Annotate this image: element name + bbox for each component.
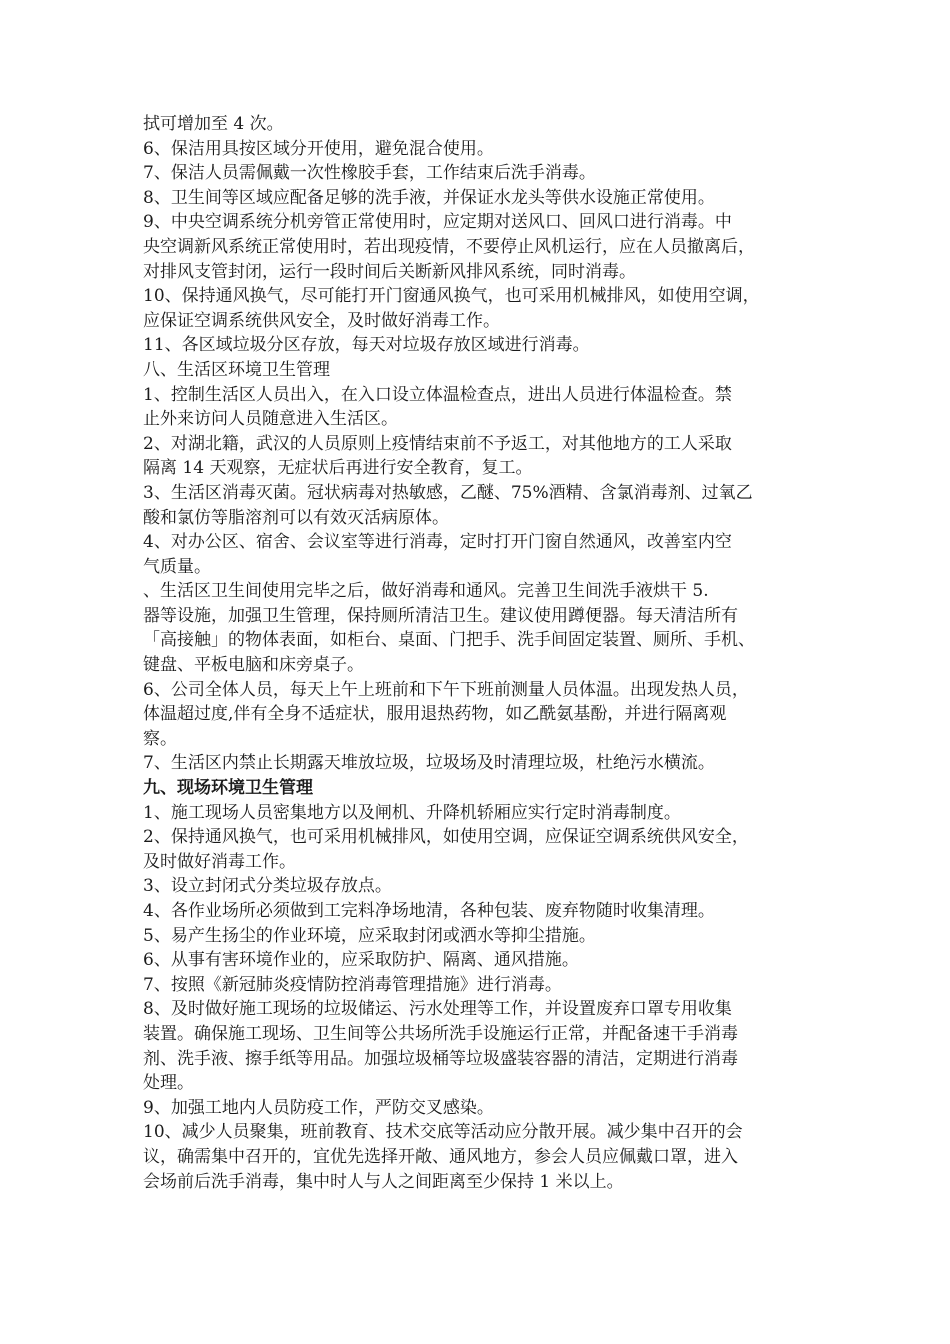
text-line: 10、保持通风换气，尽可能打开门窗通风换气，也可采用机械排风，如使用空调， [143, 286, 760, 307]
text-line: 拭可增加至 4 次。 [143, 114, 284, 134]
text-line: 8、及时做好施工现场的垃圾储运、污水处理等工作，并设置废弃口罩专用收集 [143, 999, 732, 1020]
text-line: 对排风支管封闭，运行一段时间后关断新风排风系统，同时消毒。 [143, 261, 636, 282]
text-line: 止外来访问人员随意进入生活区。 [143, 409, 398, 430]
text-line: 及时做好消毒工作。 [143, 851, 296, 872]
text-line: 3、生活区消毒灭菌。冠状病毒对热敏感，乙醚、75%酒精、含氯消毒剂、过氧乙 [143, 482, 753, 503]
text-line: 6、保洁用具按区域分开使用，避免混合使用。 [143, 138, 494, 159]
text-line: 气质量。 [143, 556, 211, 577]
document-body [143, 112, 811, 1194]
text-line: 11、各区域垃圾分区存放，每天对垃圾存放区域进行消毒。 [143, 335, 590, 356]
text-line: 10、减少人员聚集，班前教育、技术交底等活动应分散开展。减少集中召开的会 [143, 1122, 743, 1143]
text-line: 会场前后洗手消毒，集中时人与人之间距离至少保持 1 米以上。 [143, 1171, 624, 1192]
text-line: 6、从事有害环境作业的，应采取防护、隔离、通风措施。 [143, 950, 579, 971]
text-line: 2、对湖北籍，武汉的人员原则上疫情结束前不予返工，对其他地方的工人采取 [143, 433, 732, 454]
text-line: 隔离 14 天观察，无症状后再进行安全教育，复工。 [143, 458, 533, 479]
text-line: 5、易产生扬尘的作业环境，应采取封闭或洒水等抑尘措施。 [143, 925, 596, 946]
text-line: 3、设立封闭式分类垃圾存放点。 [143, 876, 392, 897]
text-line: 议，确需集中召开的，宜优先选择开敞、通风地方，参会人员应佩戴口罩，进入 [143, 1146, 738, 1167]
text-line: 酸和氯仿等脂溶剂可以有效灭活病原体。 [143, 507, 449, 528]
text-line: 、生活区卫生间使用完毕之后，做好消毒和通风。完善卫生间洗手液烘干 5. [143, 581, 709, 602]
text-line: 央空调新风系统正常使用时，若出现疫情，不要停止风机运行，应在人员撤离后， [143, 236, 755, 257]
text-line: 察。 [143, 728, 177, 749]
text-line: 处理。 [143, 1073, 194, 1094]
text-line: 9、中央空调系统分机旁管正常使用时，应定期对送风口、回风口进行消毒。中 [143, 212, 732, 233]
text-line: 「高接触」的物体表面，如柜台、桌面、门把手、洗手间固定装置、厕所、手机、 [143, 630, 755, 651]
text-line: 1、施工现场人员密集地方以及闸机、升降机轿厢应实行定时消毒制度。 [143, 802, 681, 823]
text-line: 装置。确保施工现场、卫生间等公共场所洗手设施运行正常，并配备速干手消毒 [143, 1023, 738, 1044]
text-line: 器等设施，加强卫生管理，保持厕所清洁卫生。建议使用蹲便器。每天清洁所有 [143, 605, 738, 626]
text-line: 应保证空调系统供风安全，及时做好消毒工作。 [143, 310, 500, 331]
text-line: 7、保洁人员需佩戴一次性橡胶手套，工作结束后洗手消毒。 [143, 163, 596, 184]
text-line: 八、生活区环境卫生管理 [143, 359, 330, 380]
text-line: 8、卫生间等区域应配备足够的洗手液，并保证水龙头等供水设施正常使用。 [143, 187, 715, 208]
section-heading: 九、现场环境卫生管理 [143, 778, 313, 799]
text-line: 6、公司全体人员，每天上午上班前和下午下班前测量人员体温。出现发热人员， [143, 679, 749, 700]
text-line: 键盘、平板电脑和床旁桌子。 [143, 655, 364, 676]
text-line: 体温超过度,伴有全身不适症状，服用退热药物，如乙酰氨基酚，并进行隔离观 [143, 704, 727, 725]
text-line: 1、控制生活区人员出入，在入口设立体温检查点，进出人员进行体温检查。禁 [143, 384, 732, 405]
text-line: 7、按照《新冠肺炎疫情防控消毒管理措施》进行消毒。 [143, 974, 562, 995]
text-line: 4、各作业场所必须做到工完料净场地清，各种包装、废弃物随时收集清理。 [143, 901, 715, 921]
text-line: 2、保持通风换气，也可采用机械排风，如使用空调，应保证空调系统供风安全， [143, 827, 749, 848]
text-line: 4、对办公区、宿舍、会议室等进行消毒，定时打开门窗自然通风，改善室内空 [143, 532, 732, 553]
text-line: 9、加强工地内人员防疫工作，严防交叉感染。 [143, 1097, 494, 1118]
text-line: 7、生活区内禁止长期露天堆放垃圾，垃圾场及时清理垃圾，杜绝污水横流。 [143, 753, 715, 774]
text-line: 剂、洗手液、擦手纸等用品。加强垃圾桶等垃圾盛装容器的清洁，定期进行消毒 [143, 1048, 738, 1069]
